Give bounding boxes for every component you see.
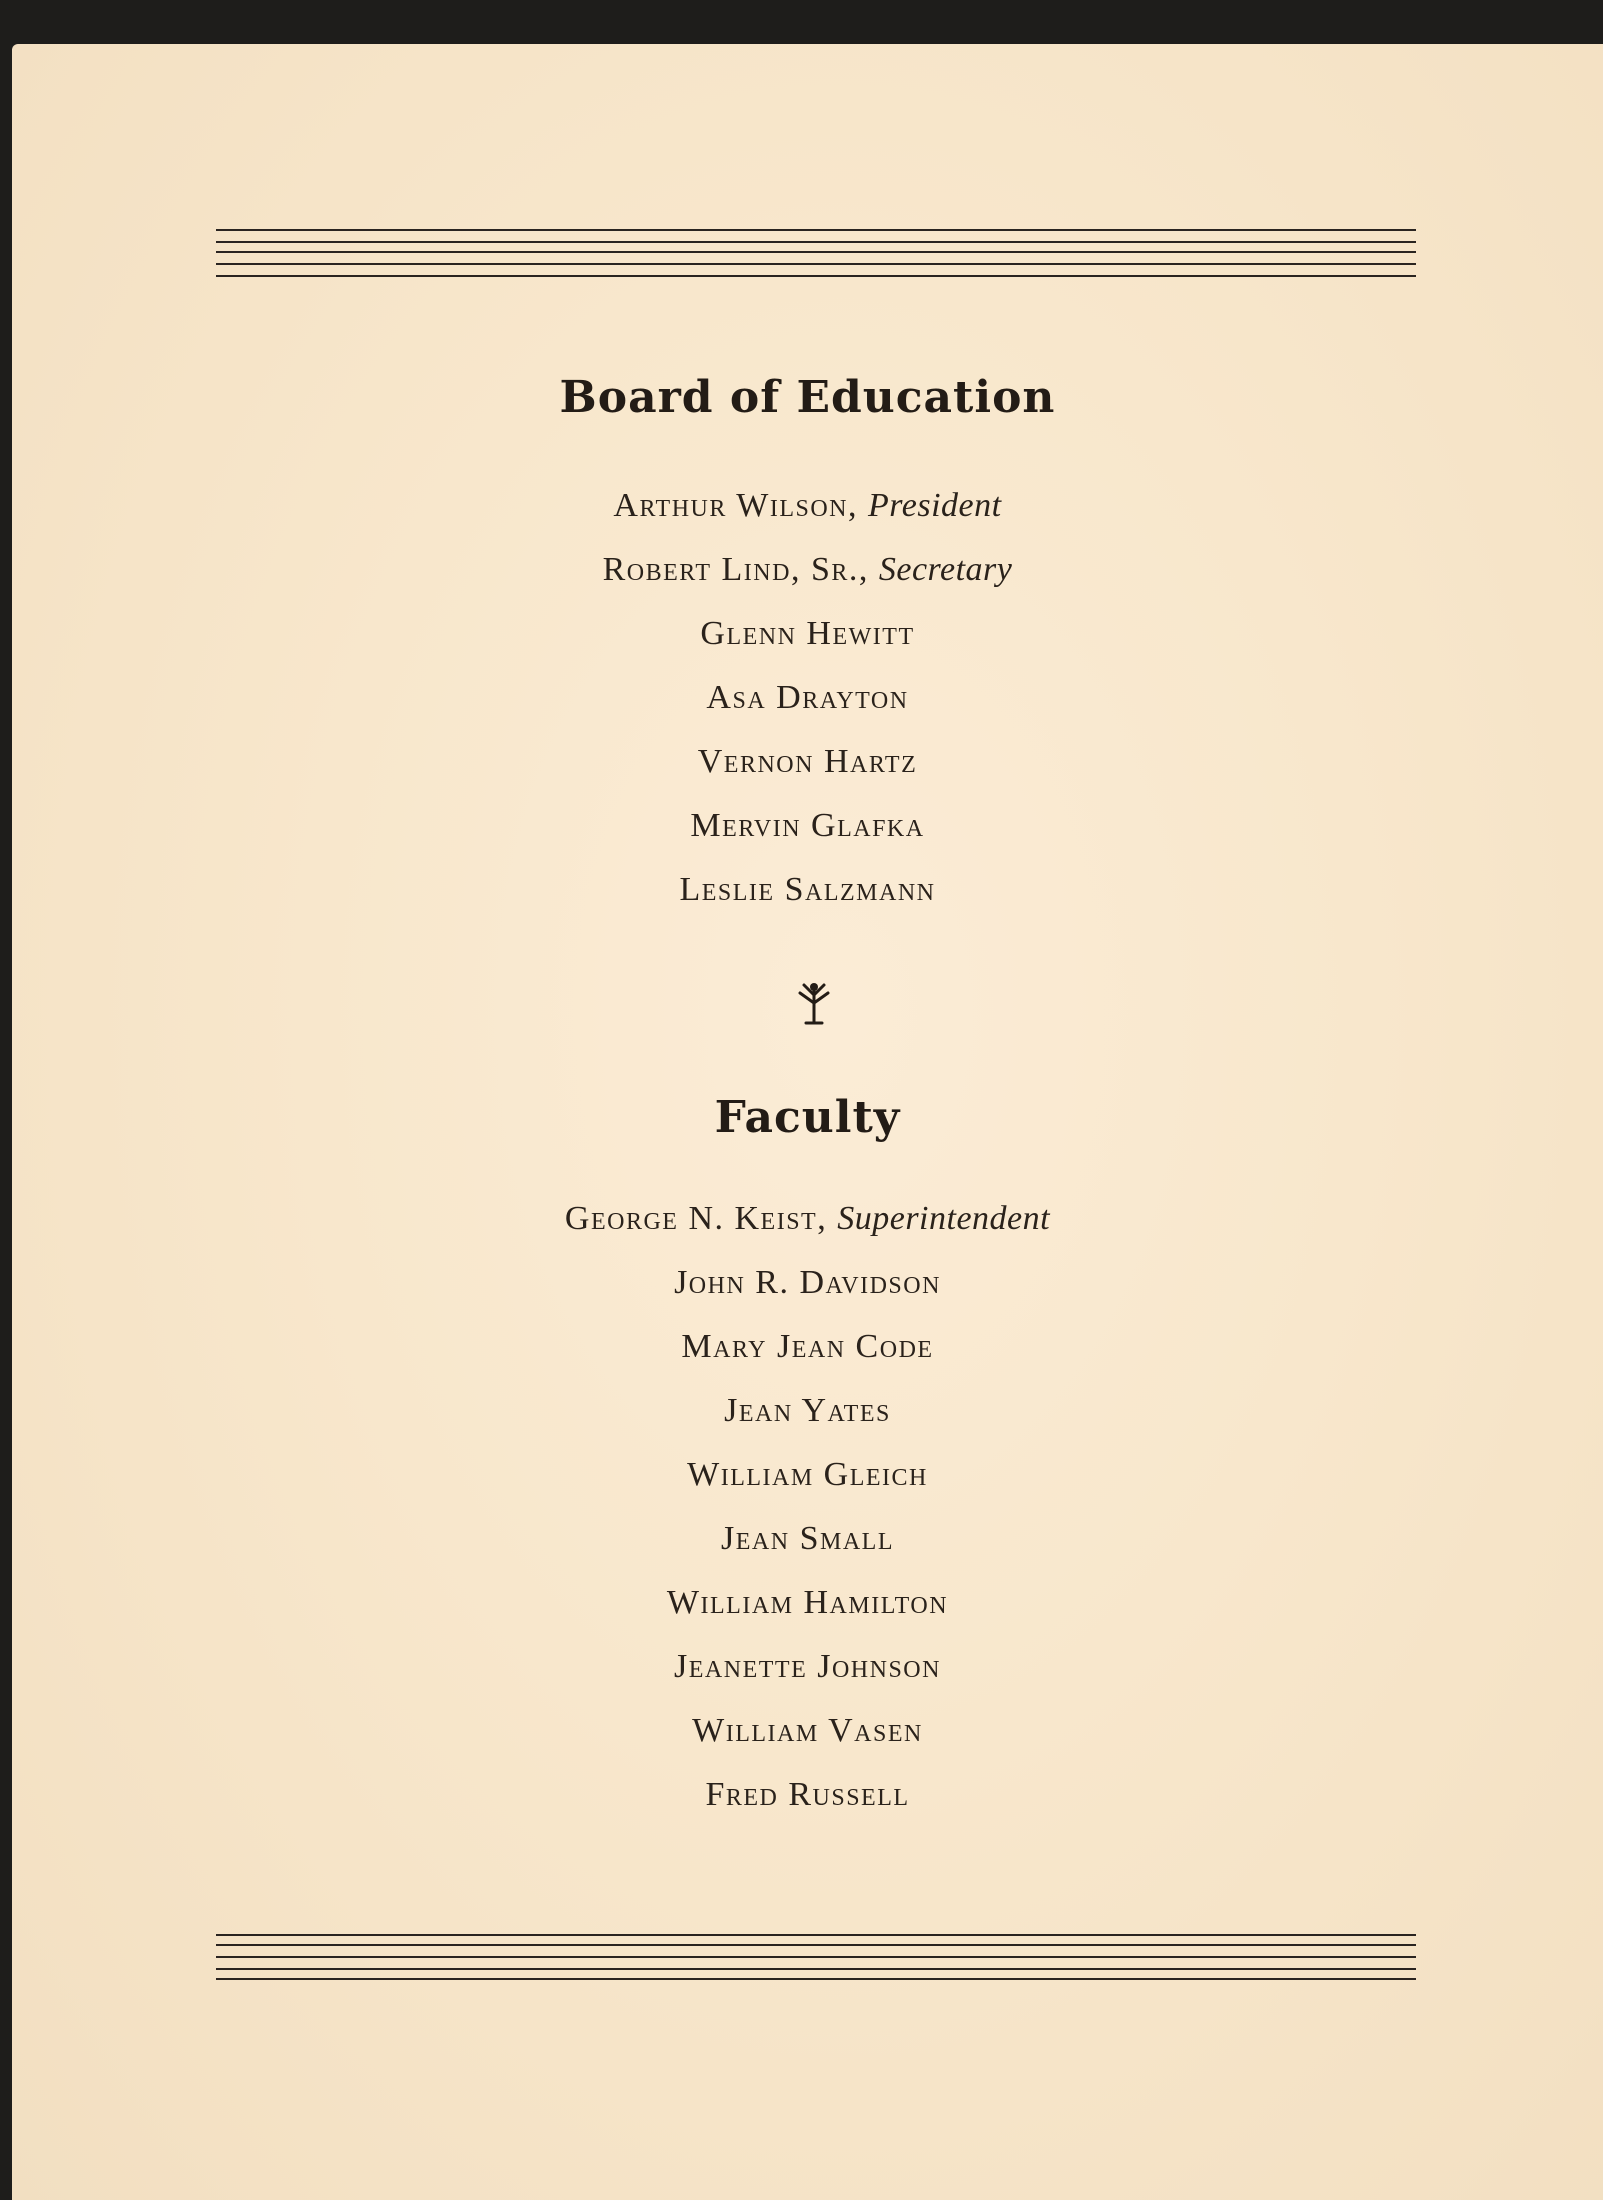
- list-item: Glenn Hewitt: [700, 615, 915, 652]
- document-page: [12, 44, 1603, 2200]
- list-item: Mary Jean Code: [681, 1328, 934, 1365]
- list-item: Mervin Glafka: [690, 807, 925, 844]
- board-heading: Board of Education: [559, 372, 1056, 423]
- list-item: Fred Russell: [705, 1776, 910, 1813]
- list-item: William Gleich: [687, 1456, 928, 1493]
- list-item: Vernon Hartz: [697, 743, 918, 780]
- list-item: Jeanette Johnson: [674, 1648, 941, 1685]
- board-list: [12, 474, 1603, 922]
- list-item: William Hamilton: [666, 1584, 949, 1621]
- bottom-rule-lines: [216, 1934, 1416, 1984]
- list-item: George N. Keist, Superintendent: [564, 1200, 1051, 1237]
- list-item: Jean Yates: [724, 1392, 891, 1429]
- top-rule-lines: [216, 229, 1416, 279]
- list-item: Robert Lind, Sr., Secretary: [602, 551, 1013, 588]
- list-item: William Vasen: [692, 1712, 923, 1749]
- tree-ornament-icon: [792, 979, 836, 1025]
- list-item: Jean Small: [721, 1520, 894, 1557]
- list-item: Leslie Salzmann: [679, 871, 936, 908]
- faculty-heading: Faculty: [714, 1092, 901, 1143]
- faculty-list: [12, 1187, 1603, 1827]
- list-item: John R. Davidson: [674, 1264, 941, 1301]
- list-item: Arthur Wilson, President: [613, 487, 1002, 524]
- list-item: Asa Drayton: [706, 679, 909, 716]
